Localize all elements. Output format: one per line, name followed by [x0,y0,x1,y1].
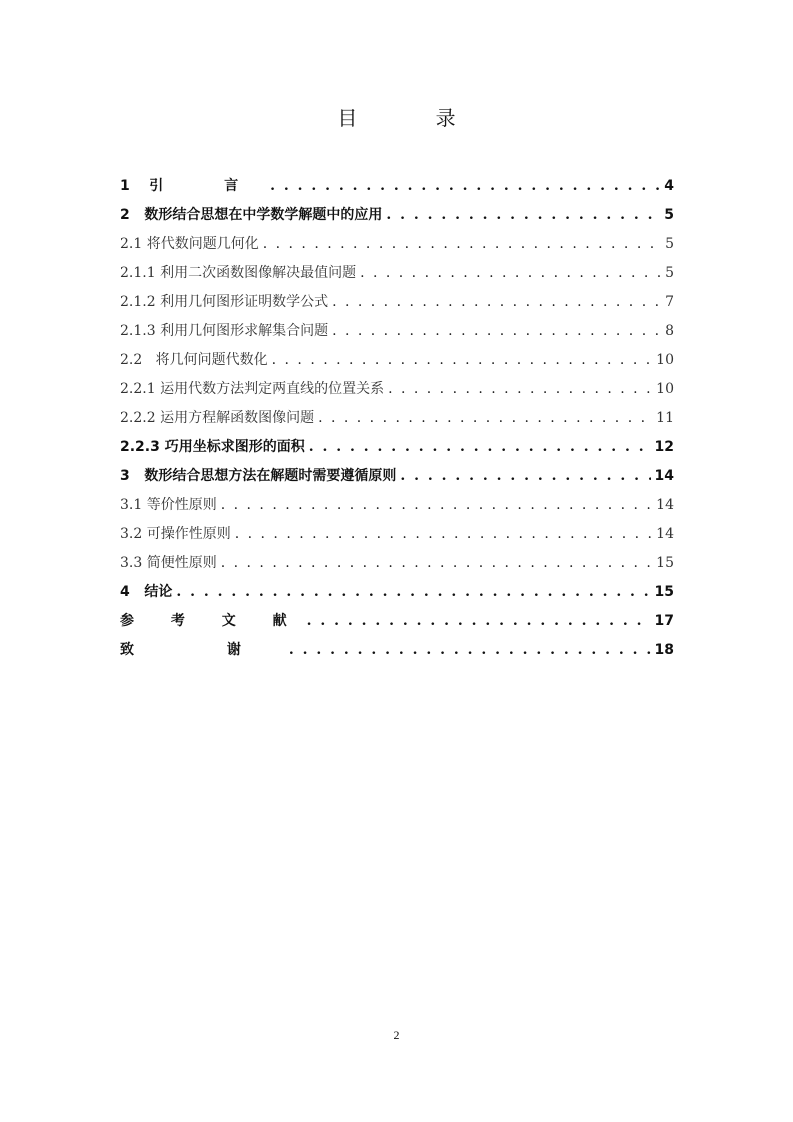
page-number: 2 [393,1028,400,1042]
toc-entry-label: 致 谢 [120,642,285,658]
toc-entry-label: 利用几何图形求解集合问题 [160,323,329,339]
toc-entry-text [120,375,384,404]
toc-entry-number: 3.3 [120,555,143,571]
toc-entry-section-2-1-3[interactable] [120,317,674,346]
toc-entry-number: 2.2.3 [120,439,160,455]
toc-entry-conclusion[interactable] [120,578,674,607]
toc-entry-number: 2.2.1 [120,381,156,397]
toc-entry-number: 3.1 [120,497,143,513]
toc-entry-label: 巧用坐标求图形的面积 [164,439,305,455]
dot-leader [307,607,651,636]
dot-leader [332,317,660,346]
toc-page-number: 11 [656,410,674,426]
toc-entry-section-2-2[interactable] [120,346,674,375]
toc-entry-label: 等价性原则 [146,497,217,513]
toc-entry-text [120,404,314,433]
toc-entry-section-2-1-2[interactable] [120,288,674,317]
dot-leader [386,201,660,230]
toc-entry-text [120,607,303,636]
toc-entry-text [120,259,356,288]
toc-entry-number: 2 [120,207,130,223]
toc-entry-section-2-2-1[interactable] [120,375,674,404]
toc-entry-number: 2.1.2 [120,294,156,310]
toc-page-number: 17 [654,613,674,629]
toc-entry-references[interactable] [120,607,674,636]
toc-entry-number: 4 [120,584,130,600]
toc-entry-text [120,578,172,607]
toc-entry-text [120,201,382,230]
toc-page-number: 8 [665,323,674,339]
toc-entry-text [120,636,285,665]
toc-entry-number: 3 [120,468,130,484]
toc-page-number: 5 [665,236,674,252]
toc-entry-section-2-2-2[interactable] [120,404,674,433]
toc-entry-acknowledgements[interactable] [120,636,674,665]
toc-entry-number: 2.1 [120,236,143,252]
toc-page-number: 14 [656,497,674,513]
toc-entry-text [120,549,217,578]
toc-entry-chapter-3[interactable] [120,462,674,491]
dot-leader [400,462,650,491]
toc-entry-section-3-1[interactable] [120,491,674,520]
toc-entry-section-2-1-1[interactable] [120,259,674,288]
dot-leader [221,491,652,520]
toc-entry-introduction[interactable] [120,172,674,201]
toc-entry-number: 2.1.1 [120,265,156,281]
toc-entry-label: 将几何问题代数化 [155,352,268,368]
dot-leader [176,578,650,607]
toc-entry-label: 将代数问题几何化 [146,236,259,252]
toc-entry-chapter-2[interactable] [120,201,674,230]
dot-leader [309,433,651,462]
toc-entry-label: 利用二次函数图像解决最值问题 [160,265,357,281]
toc-entry-number: 3.2 [120,526,143,542]
toc-page-number: 12 [654,439,674,455]
dot-leader [318,404,652,433]
dot-leader [272,346,653,375]
dot-leader [235,520,652,549]
toc-entry-section-2-1[interactable] [120,230,674,259]
toc-entry-text [120,230,259,259]
toc-entry-label: 引 言 [149,178,267,194]
toc-entry-text [120,346,268,375]
table-of-contents [120,172,674,665]
toc-entry-label: 利用几何图形证明数学公式 [160,294,329,310]
dot-leader [388,375,652,404]
toc-page-number: 15 [654,584,674,600]
toc-entry-label: 参 考 文 献 [120,613,303,629]
toc-entry-label: 运用方程解函数图像问题 [160,410,315,426]
dot-leader [289,636,651,665]
toc-page-number: 7 [665,294,674,310]
toc-entry-label: 简便性原则 [146,555,217,571]
toc-page-number: 10 [656,381,674,397]
dot-leader [221,549,652,578]
toc-entry-text [120,288,328,317]
toc-entry-text [120,520,231,549]
toc-page-number: 15 [656,555,674,571]
toc-entry-label: 运用代数方法判定两直线的位置关系 [160,381,385,397]
toc-entry-section-3-3[interactable] [120,549,674,578]
toc-entry-label: 数形结合思想方法在解题时需要遵循原则 [144,468,397,484]
toc-page-number: 14 [654,468,674,484]
toc-entry-label: 结论 [144,584,173,600]
dot-leader [270,172,660,201]
toc-entry-text [120,462,396,491]
toc-entry-number: 2.2.2 [120,410,156,426]
toc-page-number: 5 [664,207,674,223]
toc-page-number: 4 [664,178,674,194]
dot-leader [332,288,660,317]
toc-entry-number: 2.1.3 [120,323,156,339]
toc-entry-text [120,317,328,346]
toc-page-number: 5 [665,265,674,281]
toc-entry-number: 1 [120,178,130,194]
dot-leader [360,259,660,288]
toc-entry-text [120,433,305,462]
page-title: 目 录 [337,106,492,130]
toc-page-number: 18 [654,642,674,658]
toc-entry-label: 数形结合思想在中学数学解题中的应用 [144,207,383,223]
dot-leader [263,230,660,259]
toc-entry-text [120,491,217,520]
toc-entry-number: 2.2 [120,352,143,368]
toc-entry-section-3-2[interactable] [120,520,674,549]
toc-page-number: 14 [656,526,674,542]
toc-entry-text [120,172,266,201]
toc-entry-section-2-2-3[interactable] [120,433,674,462]
toc-page-number: 10 [656,352,674,368]
toc-entry-label: 可操作性原则 [146,526,231,542]
